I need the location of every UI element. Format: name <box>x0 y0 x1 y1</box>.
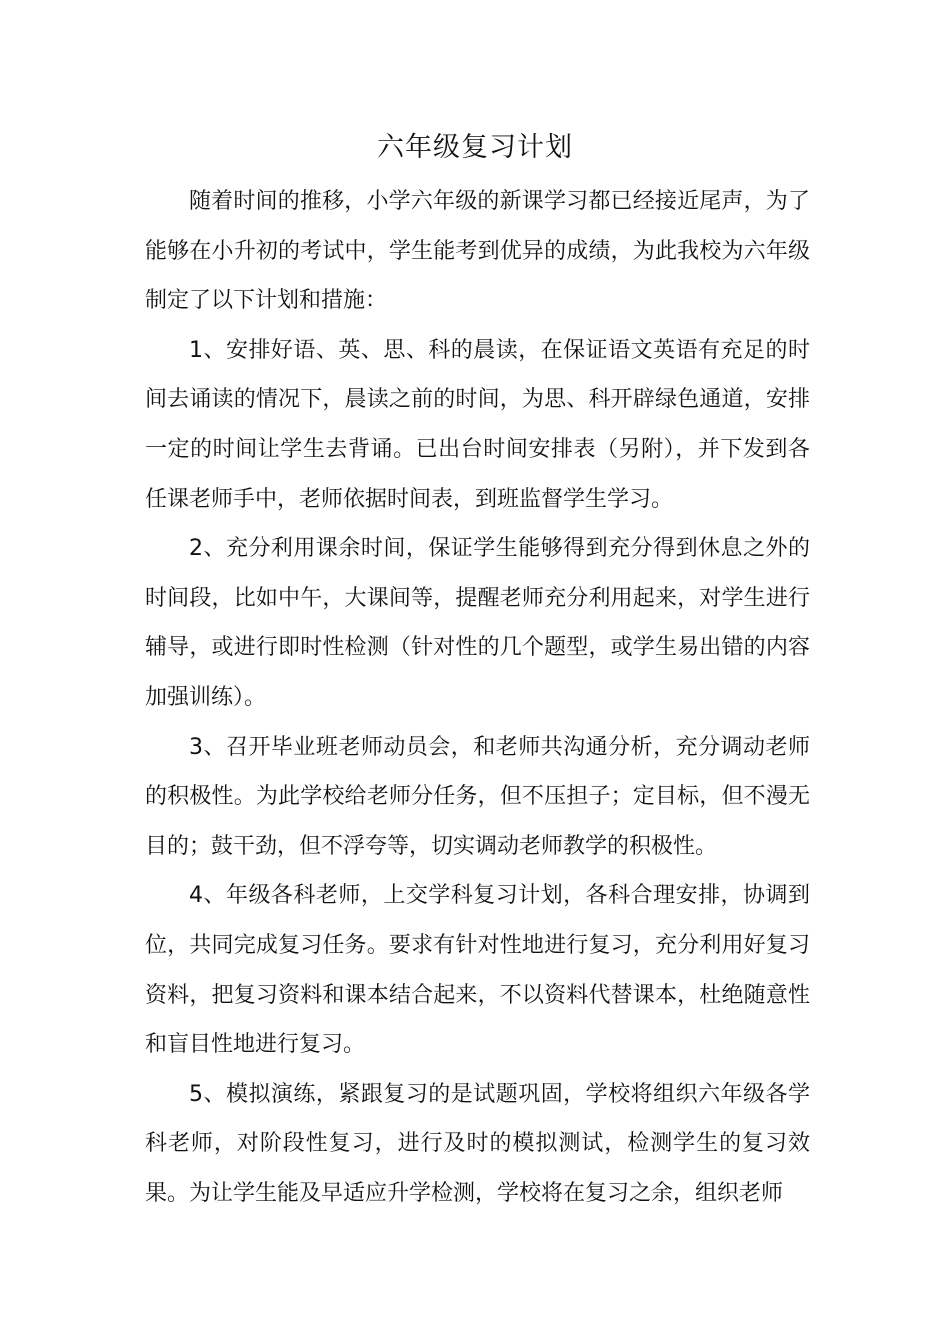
plan-item-1: 1、安排好语、英、思、科的晨读，在保证语文英语有充足的时间去诵读的情况下，晨读之前的时间，为思、科开辟绿色通道，安排一定的时间让学生去背诵。已出台时间安排表（另附），并下发到各任课老师手中，老师依据时间表，到班监督学生学习。 <box>145 337 810 512</box>
plan-item-4: 4、年级各科老师，上交学科复习计划，各科合理安排，协调到位，共同完成复习任务。要求有针对性地进行复习，充分利用好复习资料，把复习资料和课本结合起来，不以资料代替课本，杜绝随意性和盲目性地进行复习。 <box>145 883 810 1058</box>
plan-item-3: 3、召开毕业班老师动员会，和老师共沟通分析，充分调动老师的积极性。为此学校给老师分任务，但不压担子；定目标，但不漫无目的；鼓干劲，但不浮夸等，切实调动老师教学的积极性。 <box>145 734 810 859</box>
document-body <box>145 177 810 1218</box>
intro-paragraph: 随着时间的推移，小学六年级的新课学习都已经接近尾声，为了能够在小升初的考试中，学生能考到优异的成绩，为此我校为六年级制定了以下计划和措施： <box>145 189 810 314</box>
document-title: 六年级复习计划 <box>377 132 573 163</box>
plan-item-2: 2、充分利用课余时间，保证学生能够得到充分得到休息之外的时间段，比如中午，大课间等，提醒老师充分利用起来，对学生进行辅导，或进行即时性检测（针对性的几个题型，或学生易出错的内容加强训练）。 <box>145 536 810 710</box>
plan-item-5: 5、模拟演练，紧跟复习的是试题巩固，学校将组织六年级各学科老师，对阶段性复习，进行及时的模拟测试，检测学生的复习效果。为让学生能及早适应升学检测，学校将在复习之余，组织老师 <box>145 1081 810 1206</box>
